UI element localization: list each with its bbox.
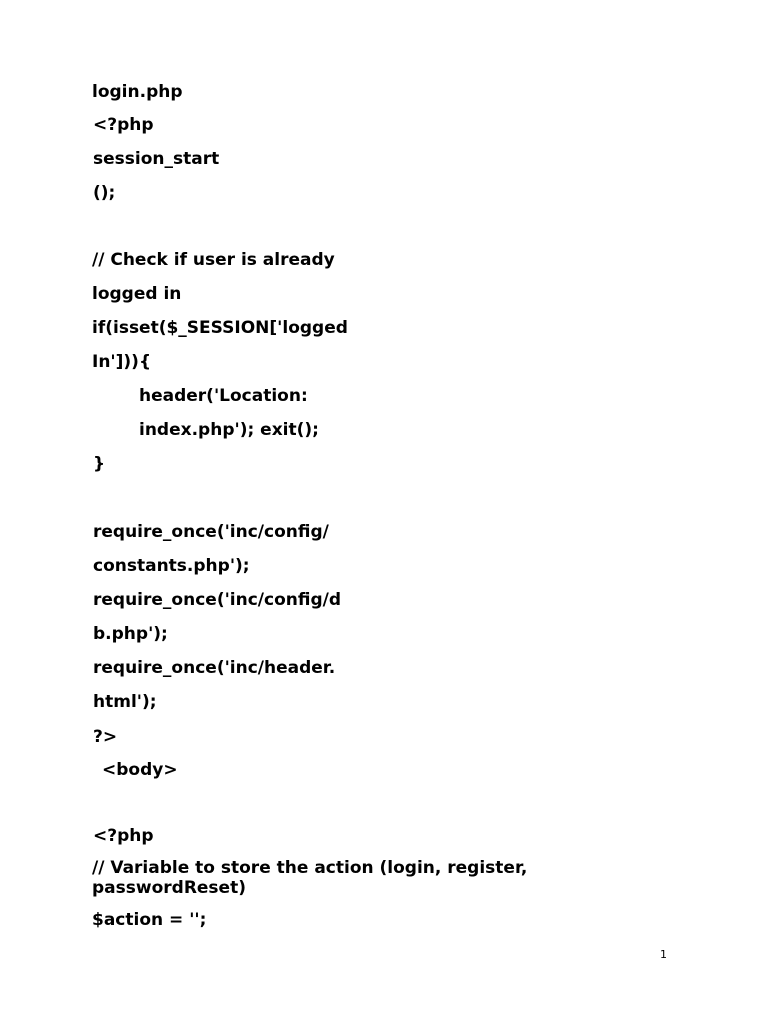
code-line: <?php xyxy=(93,826,154,846)
code-line: } xyxy=(93,454,106,474)
code-line: In'])){ xyxy=(92,352,152,372)
code-line: (); xyxy=(93,183,116,203)
code-line: login.php xyxy=(92,82,183,102)
code-line: <?php xyxy=(93,115,154,135)
code-line: ?> xyxy=(93,727,118,747)
code-line: html'); xyxy=(93,692,157,712)
code-line: constants.php'); xyxy=(93,556,250,576)
code-line: header('Location: xyxy=(139,386,308,406)
code-comment: passwordReset) xyxy=(92,878,246,898)
code-comment: logged in xyxy=(92,284,182,304)
code-line: <body> xyxy=(102,760,178,780)
code-line: require_once('inc/config/ xyxy=(93,522,329,542)
page-number: 1 xyxy=(660,948,667,961)
code-line: session_start xyxy=(93,149,220,169)
code-line: if(isset($_SESSION['logged xyxy=(92,318,348,338)
code-line: $action = ''; xyxy=(92,910,207,930)
code-comment: // Check if user is already xyxy=(92,250,335,270)
code-comment: // Variable to store the action (login, register, xyxy=(92,858,528,878)
code-line: require_once('inc/header. xyxy=(93,658,336,678)
code-line: b.php'); xyxy=(93,624,168,644)
code-line: require_once('inc/config/d xyxy=(93,590,342,610)
code-line: index.php'); exit(); xyxy=(139,420,319,440)
